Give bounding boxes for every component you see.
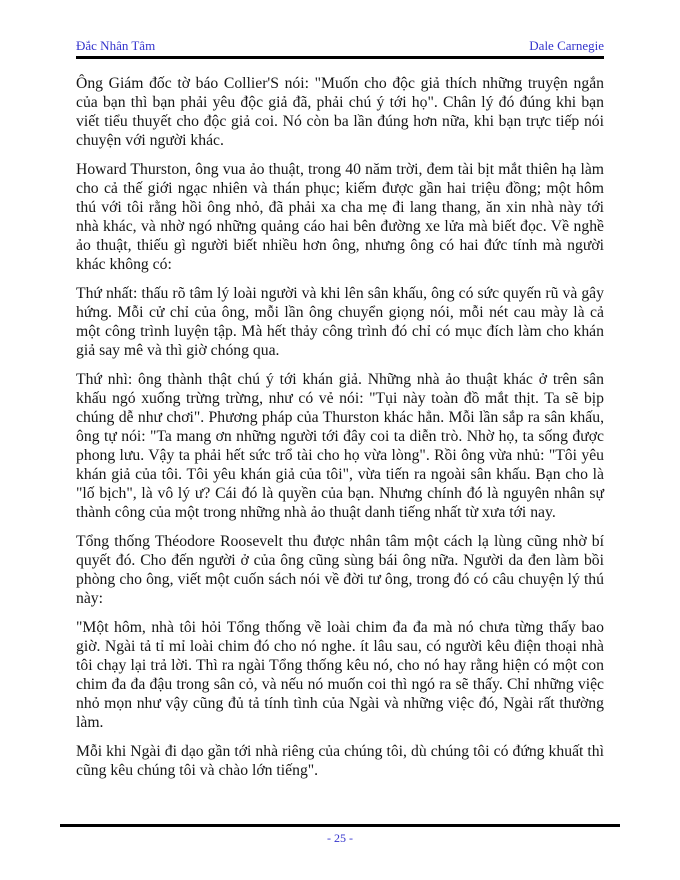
page-header bbox=[76, 38, 604, 59]
paragraph: Thứ nhất: thấu rõ tâm lý loài người và khi lên sân khấu, ông có sức quyến rũ và gây hứng. Mỗi cử chỉ của ông, mỗi lần ông chuyển giọng nói, mỗi nét cau mày là cả một công trình luyện tập. Mà hết thảy công trình đó chỉ có mục đích làm cho khán giả say mê và thì giờ chóng qua. bbox=[76, 285, 604, 359]
page-footer bbox=[60, 824, 620, 847]
paragraph: Tổng thống Théodore Roosevelt thu được nhân tâm một cách lạ lùng cũng nhờ bí quyết đó. Cho đến người ở của ông cũng sùng bái ông nữa. Người da đen làm bồi phòng cho ông, viết một cuốn sách nói về đời tư ông, trong đó có câu chuyện lý thú này: bbox=[76, 533, 604, 607]
footer-rule bbox=[60, 824, 620, 847]
header-book-title: Đắc Nhân Tâm bbox=[76, 38, 156, 53]
paragraph: "Một hôm, nhà tôi hỏi Tổng thống về loài chim đa đa mà nó chưa từng thấy bao giờ. Ngài tả tỉ mỉ loài chim đó cho nó nghe. ít lâu sau, có người kêu điện thoại nhà tôi chạy lại trả lời. Thì ra ngài Tổng thống kêu nó, cho nó hay rằng hiện có một con chim đa đa đậu trong sân cỏ, và nếu nó muốn coi thì ngó ra sẽ thấy. Chỉ những việc nhỏ mọn như vậy cũng đủ tả tính tình của Ngài và những việc đó, Ngài rất thường làm. bbox=[76, 619, 604, 731]
paragraph: Howard Thurston, ông vua ảo thuật, trong 40 năm trời, đem tài bịt mắt thiên hạ làm cho cả thế giới ngạc nhiên và thán phục; kiếm được gần hai triệu đồng; một hôm thú với tôi rằng hồi ông nhỏ, đã phải xa cha mẹ đi lang thang, ăn xin nhà này tới nhà khác, và nhờ ngó những quảng cáo hai bên đường xe lửa mà biết đọc. Về nghề ảo thuật, thiếu gì người biết nhiều hơn ông, nhưng ông có hai đức tính mà người khác không có: bbox=[76, 161, 604, 273]
header-author-name: Dale Carnegie bbox=[529, 38, 604, 53]
paragraph: Mỗi khi Ngài đi dạo gần tới nhà riêng của chúng tôi, dù chúng tôi có đứng khuất thì cũng kêu chúng tôi và chào lớn tiếng". bbox=[76, 743, 604, 779]
page-body-text bbox=[76, 74, 604, 790]
paragraph: Thứ nhì: ông thành thật chú ý tới khán giả. Những nhà ảo thuật khác ở trên sân khấu ngó xuống trừng trừng, như có vẻ nói: "Tụi này toàn đồ mắt thịt. Ta sẽ bịp chúng dễ như chơi". Phương pháp của Thurston khác hẳn. Mỗi lần sắp ra sân khấu, ông tự nói: "Ta mang ơn những người tới đây coi ta diễn trò. Nhờ họ, ta sống được phong lưu. Vậy ta phải hết sức trổ tài cho họ vừa lòng". Rồi ông vừa nhủ: "Tôi yêu khán giả của tôi. Tôi yêu khán giả của tôi", vừa tiến ra ngoài sân khấu. Bạn cho là "lố bịch", là vô lý ư? Cái đó là quyền của bạn. Nhưng chính đó là nguyên nhân sự thành công của một trong những nhà ảo thuật danh tiếng nhất từ xưa tới nay. bbox=[76, 371, 604, 521]
page-number: - 25 - bbox=[327, 831, 353, 845]
paragraph: Ông Giám đốc tờ báo Collier'S nói: "Muốn cho độc giả thích những truyện ngắn của bạn thì bạn phải yêu độc giả đã, phải chú ý tới họ". Chân lý đó đúng khi bạn viết tiểu thuyết cho độc giả coi. Nó còn ba lần đúng hơn nữa, khi bạn trực tiếp nói chuyện với người khác. bbox=[76, 75, 604, 149]
